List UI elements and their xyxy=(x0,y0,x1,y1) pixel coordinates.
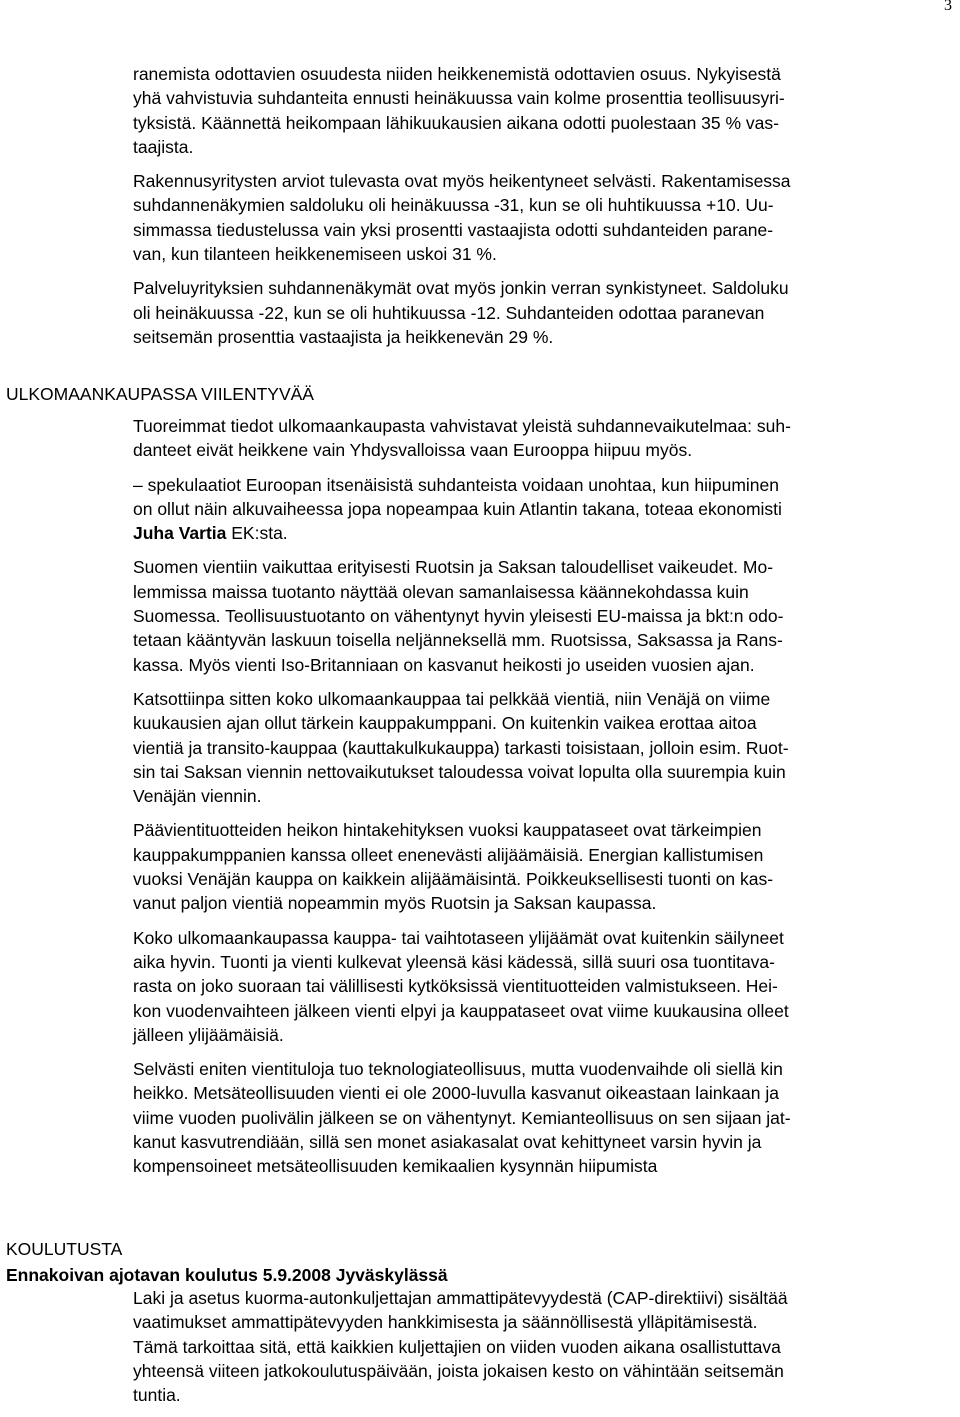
text-line: Suomen vientiin vaikuttaa erityisesti Ruotsin ja Saksan taloudelliset vaikeudet. Mo- xyxy=(133,557,774,578)
text-line: kompensoineet metsäteollisuuden kemikaalien kysynnän hiipumista xyxy=(133,1156,658,1177)
text-line: vanut paljon vientiä nopeammin myös Ruotsin ja Saksan kaupassa. xyxy=(133,893,657,914)
text-line: tetaan kääntyvän laskuun toisella neljänneksellä mm. Ruotsissa, Saksassa ja Rans- xyxy=(133,630,783,651)
text-line: danteet eivät heikkene vain Yhdysvalloissa vaan Eurooppa hiipuu myös. xyxy=(133,440,693,461)
text-line: suhdannenäkymien saldoluku oli heinäkuussa -31, kun se oli huhtikuussa +10. Uu- xyxy=(133,195,774,216)
text-line: kon vuodenvaihteen jälkeen vienti elpyi ja kauppataseet ovat viime kuukausina olleet xyxy=(133,1000,789,1021)
text-line: kuukausien ajan ollut tärkein kauppakumppani. On kuitenkin vaikea erottaa aitoa xyxy=(133,713,757,734)
page-number: 3 xyxy=(944,0,952,14)
text-line: Laki ja asetus kuorma-autonkuljettajan ammattipätevyydestä (CAP-direktiivi) sisältää xyxy=(133,1288,788,1308)
paragraph-quote xyxy=(133,473,955,546)
text-line: ranemista odottavien osuudesta niiden heikkenemistä odottavien osuus. Nykyisestä xyxy=(133,64,781,84)
training-subheading: Ennakoivan ajotavan koulutus 5.9.2008 Jyväskylässä xyxy=(6,1265,448,1285)
section2-body xyxy=(133,1286,955,1417)
text-line: Tuoreimmat tiedot ulkomaankaupasta vahvistavat yleistä suhdannevaikutelmaa: suh- xyxy=(133,416,791,436)
section-heading-foreign-trade: ULKOMAANKAUPASSA VIILENTYVÄÄ xyxy=(6,384,314,404)
section-heading-training: KOULUTUSTA xyxy=(6,1239,123,1259)
text-line: simmassa tiedustelussa vain yksi prosentti vastaajista odotti suhdanteiden parane- xyxy=(133,219,774,240)
text-line: Päävientituotteiden heikon hintakehityksen vuoksi kauppataseet ovat tärkeimpien xyxy=(133,820,762,841)
text-line: vaatimukset ammattipätevyyden hankkimisesta ja säännöllisestä ylläpitämisestä. xyxy=(133,1312,758,1333)
paragraph-construction xyxy=(133,169,955,266)
text-span: EK:sta. xyxy=(226,523,288,544)
text-line: on ollut näin alkuvaiheessa jopa nopeampaa kuin Atlantin takana, toteaa ekonomisti xyxy=(133,498,782,519)
text-line: Suomessa. Teollisuustuotanto on vähentynyt hyvin yleisesti EU-maissa ja bkt:n odo- xyxy=(133,606,784,627)
paragraph-industry xyxy=(133,62,955,159)
intro-text xyxy=(133,62,955,359)
text-line: sin tai Saksan viennin nettovaikutukset taloudessa voivat lopulta olla suurempia kuin xyxy=(133,761,786,782)
text-line: Koko ulkomaankaupassa kauppa- tai vaihtotaseen ylijäämät ovat kuitenkin säilyneet xyxy=(133,927,784,948)
text-line: Katsottiinpa sitten koko ulkomaankauppaa tai pelkkää vientiä, niin Venäjä on viime xyxy=(133,688,771,709)
text-line: Rakennusyritysten arviot tulevasta ovat myös heikentyneet selvästi. Rakentamisessa xyxy=(133,171,791,192)
text-line: aika hyvin. Tuonti ja vienti kulkevat yleensä käsi kädessä, sillä suuri osa tuontitava- xyxy=(133,951,775,972)
text-line: Tämä tarkoittaa sitä, että kaikkien kuljettajien on viiden vuoden aikana osallistuttava xyxy=(133,1336,781,1357)
paragraph xyxy=(133,555,955,676)
text-line: vuoksi Venäjän kauppa on kaikkein alijäämäisintä. Poikkeuksellisesti tuonti on kas- xyxy=(133,869,774,890)
text-line: heikko. Metsäteollisuuden vienti ei ole 2000-luvulla kasvanut oikeastaan lainkaan ja xyxy=(133,1083,779,1104)
section1-body xyxy=(133,414,955,1189)
paragraph xyxy=(133,818,955,915)
text-line: van, kun tilanteen heikkenemiseen uskoi 31 %. xyxy=(133,244,497,265)
text-line: jälleen ylijäämäisiä. xyxy=(133,1024,284,1045)
text-line: kassa. Myös vienti Iso-Britanniaan on kasvanut heikosti jo useiden vuosien ajan. xyxy=(133,654,755,675)
paragraph xyxy=(133,1286,955,1407)
paragraph xyxy=(133,926,955,1047)
text-line: taajista. xyxy=(133,136,194,157)
text-line: tyksistä. Käännettä heikompaan lähikuukausien aikana odotti puolestaan 35 % vas- xyxy=(133,112,779,133)
text-line: tuntia. xyxy=(133,1385,181,1406)
text-line: Selvästi eniten vientituloja tuo teknologiateollisuus, mutta vuodenvaihde oli siellä kin xyxy=(133,1059,783,1080)
text-line: yhä vahvistuvia suhdanteita ennusti heinäkuussa vain kolme prosenttia teollisuusyri- xyxy=(133,88,785,109)
paragraph-services xyxy=(133,276,955,349)
text-line: Venäjän viennin. xyxy=(133,786,262,807)
text-line: viime vuoden puolivälin jälkeen se on vähentynyt. Kemianteollisuus on sen sijaan jat- xyxy=(133,1107,791,1128)
paragraph xyxy=(133,687,955,808)
text-line: kauppakumppanien kanssa olleet enenevästi alijäämäisiä. Energian kallistumisen xyxy=(133,844,764,865)
text-line: Palveluyrityksien suhdannenäkymät ovat myös jonkin verran synkistyneet. Saldoluku xyxy=(133,278,789,299)
paragraph xyxy=(133,414,955,463)
text-line xyxy=(133,521,955,545)
text-line: vientiä ja transito-kauppaa (kauttakulkukauppa) tarkasti toisistaan, jolloin esim. Ruot- xyxy=(133,737,789,758)
text-line: seitsemän prosenttia vastaajista ja heikkenevän 29 %. xyxy=(133,326,554,347)
text-line: kanut kasvutrendiään, sillä sen monet asiakasalat ovat kehittyneet varsin hyvin ja xyxy=(133,1132,762,1153)
text-line: oli heinäkuussa -22, kun se oli huhtikuussa -12. Suhdanteiden odottaa paranevan xyxy=(133,302,765,323)
paragraph xyxy=(133,1057,955,1178)
text-line: yhteensä viiteen jatkokoulutuspäivään, joista jokaisen kesto on vähintään seitsemän xyxy=(133,1360,784,1381)
text-line: lemmissa maissa tuotanto näyttää olevan samanlaisessa käännekohdassa kuin xyxy=(133,581,749,602)
text-line: – spekulaatiot Euroopan itsenäisistä suhdanteista voidaan unohtaa, kun hiipuminen xyxy=(133,474,780,495)
text-line: rasta on joko suoraan tai välillisesti kytköksissä vientituotteiden valmistukseen. Hei- xyxy=(133,976,778,997)
person-name: Juha Vartia xyxy=(133,523,227,544)
